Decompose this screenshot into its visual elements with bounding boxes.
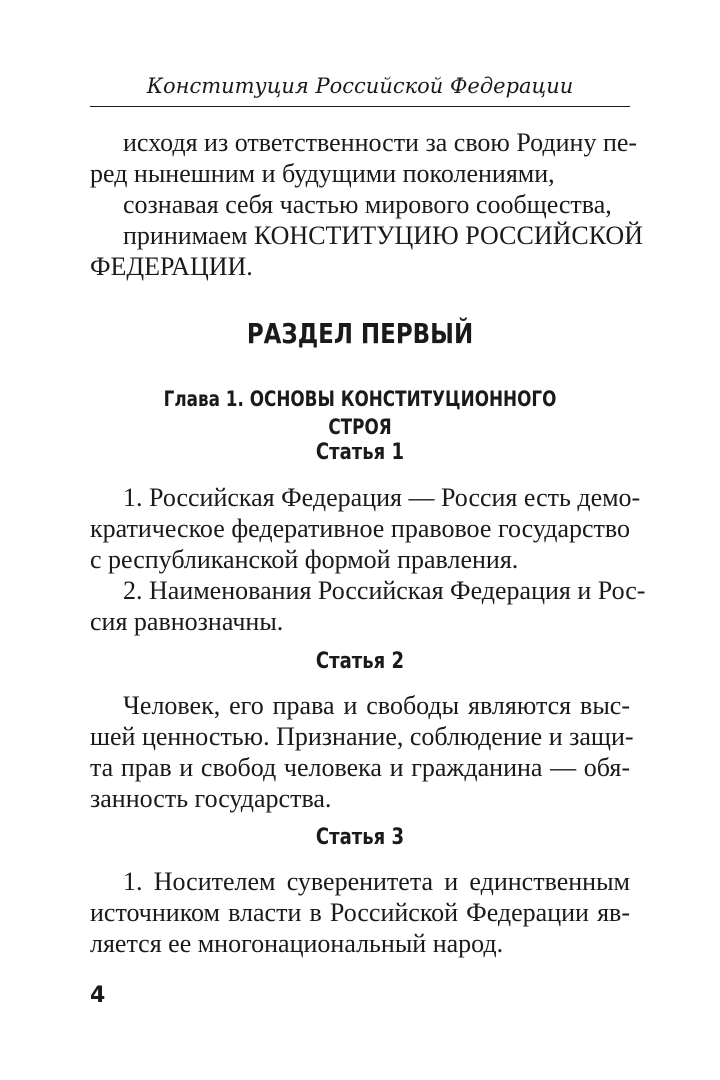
text-line: с республиканской формой правления. [90,545,519,574]
section-title: РАЗДЕЛ ПЕРВЫЙ [246,317,474,350]
text-line: 2. Наименования Российская Федерация и Рос- [123,576,646,605]
text-line: сознавая себя частью мирового сообщества, [123,190,612,219]
text-line: занность государства. [90,784,332,813]
header-divider [90,106,630,107]
text-line: принимаем КОНСТИТУЦИЮ РОССИЙСКОЙ [123,221,643,250]
text-line: ляется ее многонациональный народ. [90,929,504,958]
text-line: Человек, его права и свободы являются выс- [123,691,630,720]
chapter-title: Глава 1. ОСНОВЫ КОНСТИТУЦИОННОГО СТРОЯ [163,387,557,439]
text-line: ФЕДЕРАЦИИ. [90,252,253,281]
text-line: кратическое федеративное правовое государство [90,514,630,543]
text-line: 1. Российская Федерация — Россия есть демо- [123,483,641,512]
text-line: сия равнозначны. [90,607,284,636]
article-title: Статья 2 [315,649,405,674]
page-number: 4 [90,983,106,1008]
article-title: Статья 1 [315,440,405,465]
text-line: исходя из ответственности за свою Родину пе- [123,128,638,157]
text-line: шей ценностью. Признание, соблюдение и защи- [90,722,634,751]
running-header: Конституция Российской Федерации [146,74,574,98]
text-line: та прав и свобод человека и гражданина — обя- [90,753,630,782]
text-line: источником власти в Российской Федерации яв- [90,898,630,927]
article-title: Статья 3 [315,825,405,850]
text-line: 1. Носителем суверенитета и единственным [123,867,630,896]
text-line: ред нынешним и будущими поколениями, [90,159,555,188]
